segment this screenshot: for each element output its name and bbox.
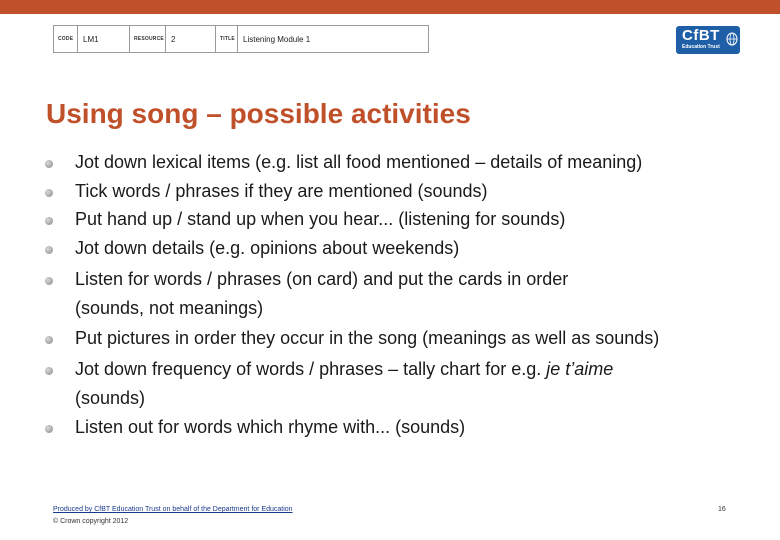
bullet-icon <box>45 189 53 197</box>
list-item <box>75 413 765 442</box>
code-value: LM1 <box>83 34 99 44</box>
list-item <box>75 205 765 234</box>
list-item <box>75 177 765 206</box>
bullet-italic-phrase: je t’aime <box>546 359 614 379</box>
resource-label: RESOURCE <box>134 36 164 42</box>
footer-credit-link[interactable]: Produced by CfBT Education Trust on behalf of the Department for Education <box>53 506 293 513</box>
list-item <box>75 355 765 413</box>
bullet-text-continued: (sounds) <box>75 388 146 408</box>
bullet-text: Listen out for words which rhyme with... (sounds) <box>75 417 466 437</box>
logo-subtitle: Education Trust <box>682 44 720 50</box>
bullet-text: Tick words / phrases if they are mentioned (sounds) <box>75 181 488 201</box>
list-item <box>75 148 765 177</box>
bullet-text-continued: (sounds, not meanings) <box>75 298 264 318</box>
page-number: 16 <box>718 506 726 513</box>
bullet-icon <box>45 246 53 254</box>
logo-text: CfBT <box>682 27 720 44</box>
list-item <box>75 265 765 323</box>
title-value: Listening Module 1 <box>243 34 311 44</box>
resource-value: 2 <box>171 34 176 44</box>
list-item <box>75 234 765 263</box>
code-label: CODE <box>58 36 74 42</box>
slide-title: Using song – possible activities <box>46 98 471 129</box>
bullet-text: Listen for words / phrases (on card) and put the cards in order <box>75 269 569 289</box>
bullet-text: Jot down frequency of words / phrases – tally chart for e.g. <box>75 359 542 379</box>
bullet-text: Put hand up / stand up when you hear... (listening for sounds) <box>75 209 566 229</box>
bullet-icon <box>45 367 53 375</box>
bullet-icon <box>45 160 53 168</box>
bullet-icon <box>45 277 53 285</box>
title-label: TITLE <box>220 36 235 42</box>
list-item <box>75 324 765 353</box>
bullet-text: Jot down lexical items (e.g. list all food mentioned – details of meaning) <box>75 152 643 172</box>
bullet-text: Jot down details (e.g. opinions about weekends) <box>75 238 460 258</box>
bullet-icon <box>45 425 53 433</box>
footer-copyright: © Crown copyright 2012 <box>53 518 129 525</box>
bullet-icon <box>45 217 53 225</box>
bullet-icon <box>45 336 53 344</box>
bullet-text: Put pictures in order they occur in the song (meanings as well as sounds) <box>75 328 660 348</box>
